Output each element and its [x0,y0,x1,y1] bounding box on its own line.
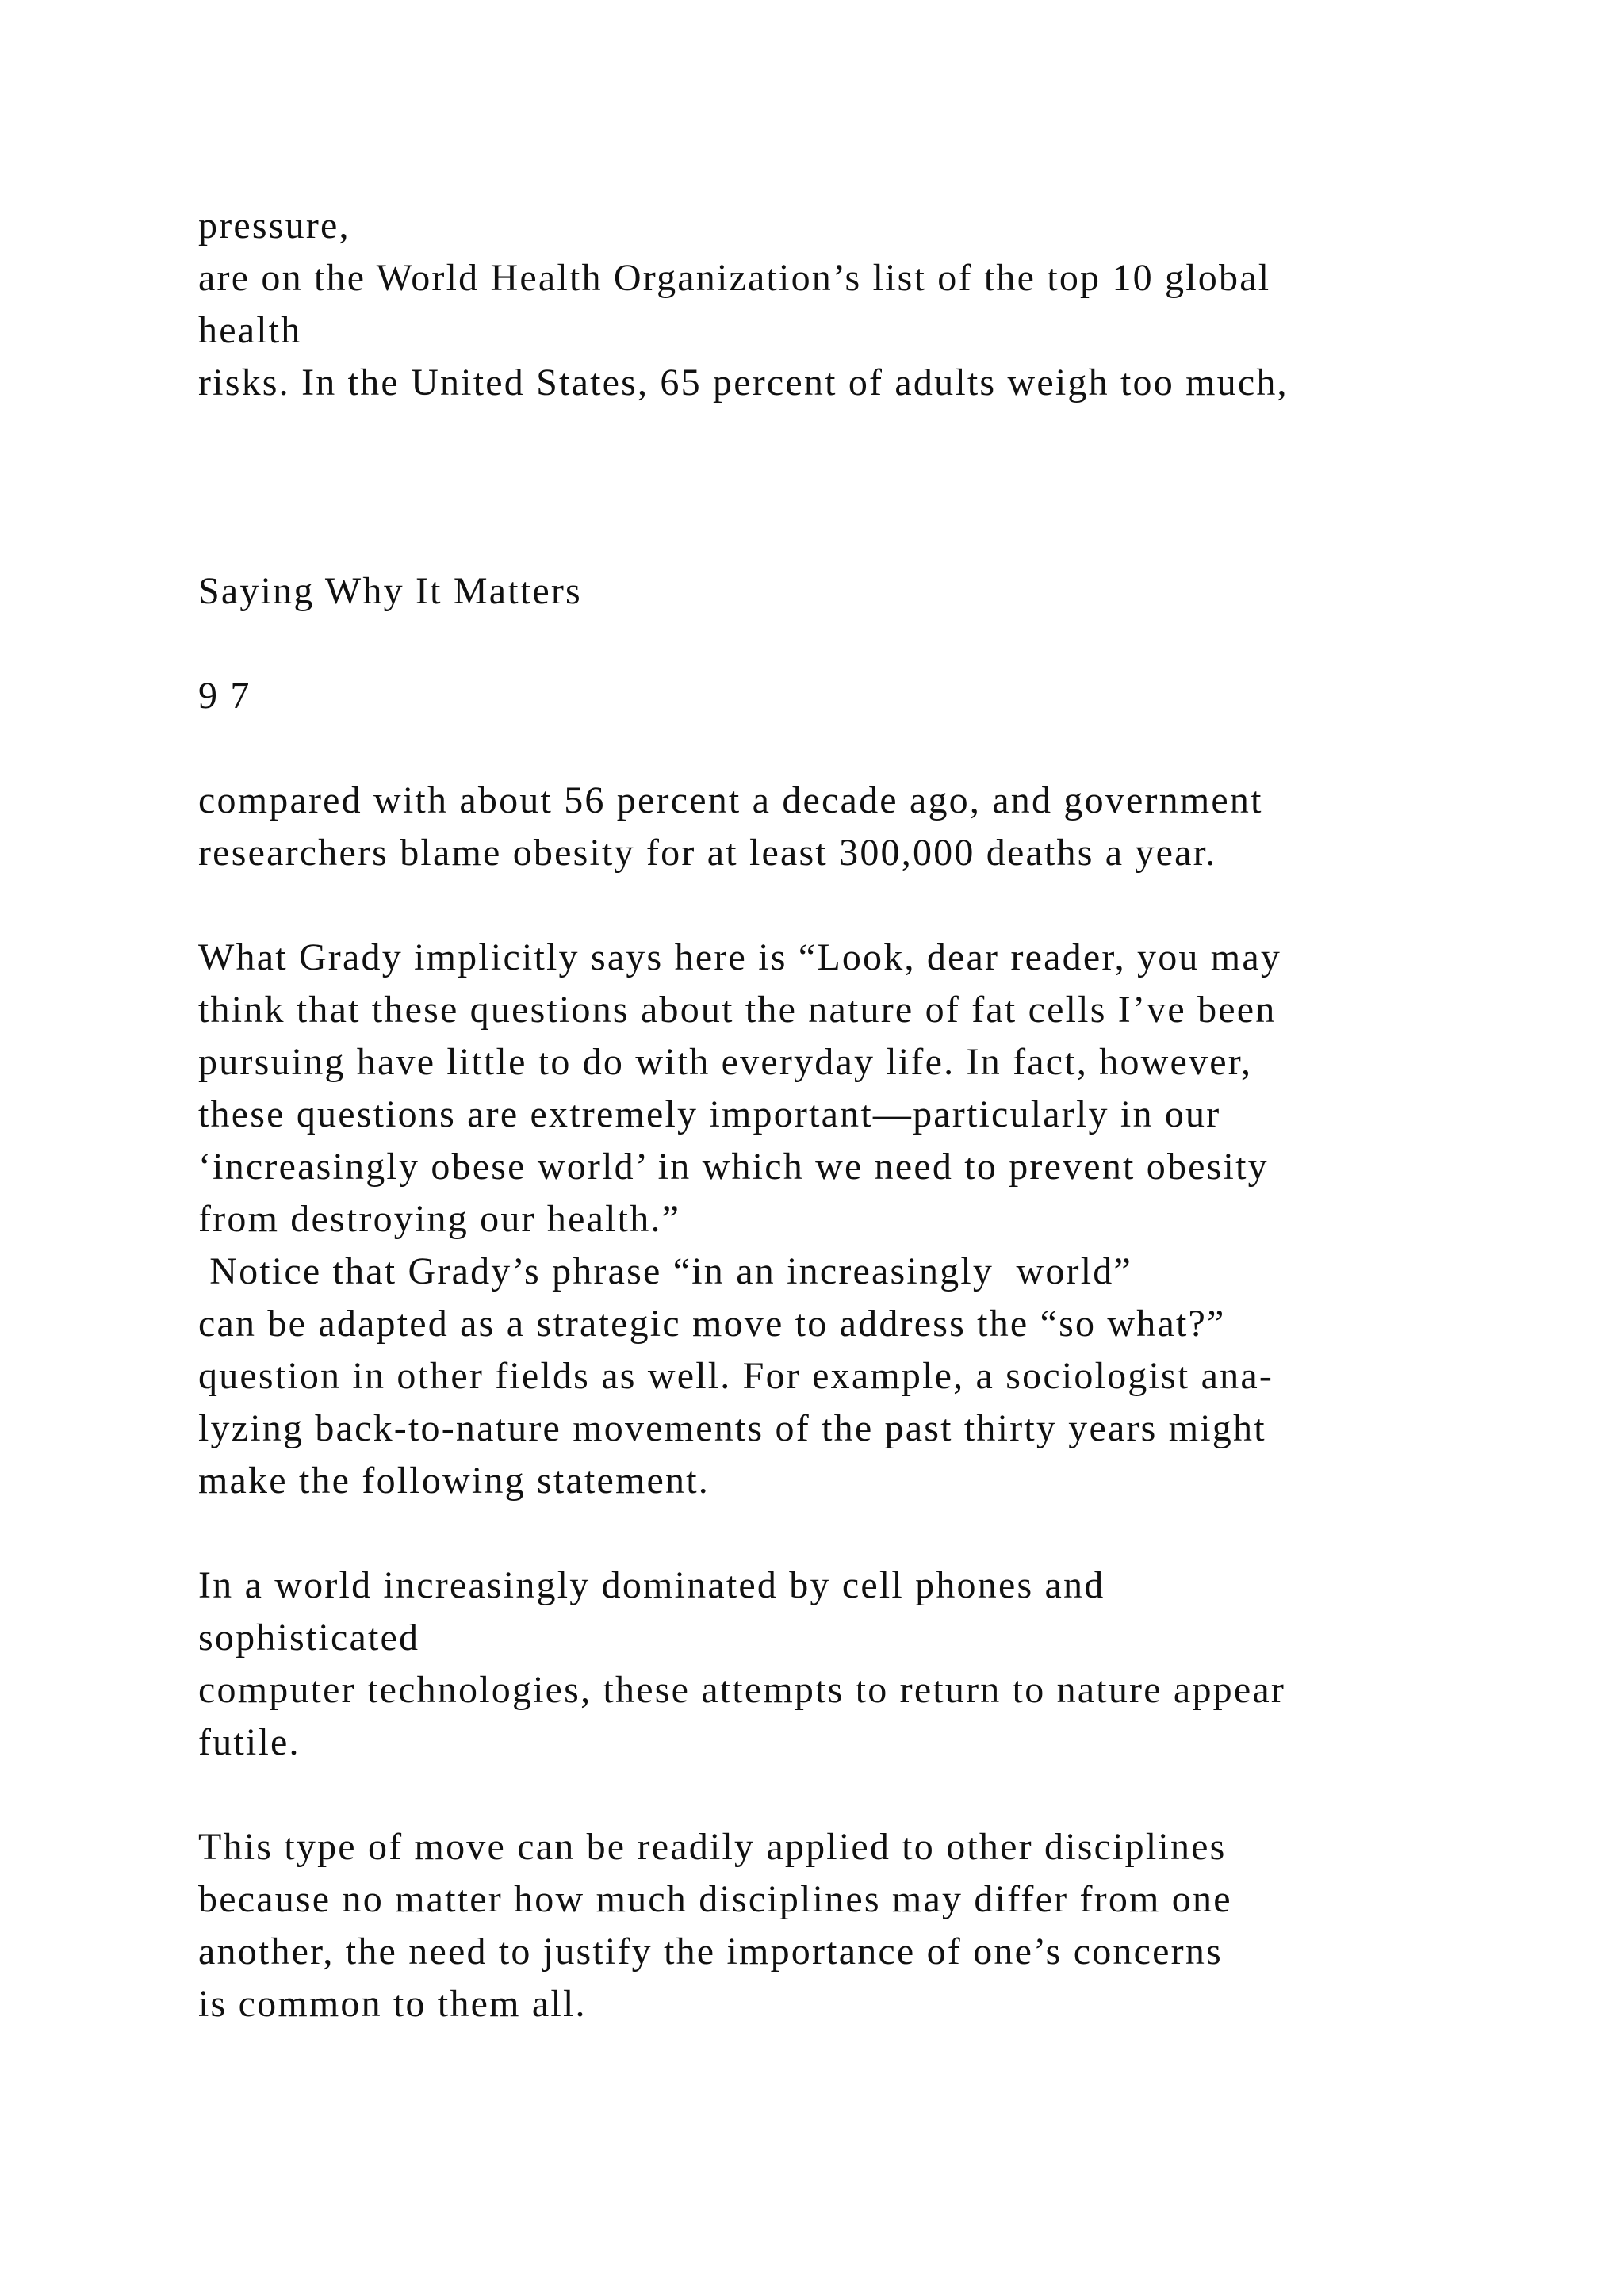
text-line: because no matter how much disciplines may differ from one [198,1878,1232,1920]
text-line: researchers blame obesity for at least 300,000 deaths a year. [198,832,1217,874]
text-line: risks. In the United States, 65 percent of adults weigh too much, [198,362,1289,404]
text-line: ‘increasingly obese world’ in which we need to prevent obesity [198,1146,1269,1188]
text-line: health [198,309,302,351]
text-line: Notice that Grady’s phrase “in an increasingly world” [198,1250,1132,1292]
text-line: What Grady implicitly says here is “Look, dear reader, you may [198,936,1282,978]
text-line: pressure, [198,205,350,247]
page-number: 9 7 [198,675,251,717]
text-line: question in other fields as well. For example, a sociologist ana- [198,1355,1274,1397]
text-line: This type of move can be readily applied to other disciplines [198,1826,1227,1868]
text-line: sophisticated [198,1617,420,1659]
text-line: can be adapted as a strategic move to address the “so what?” [198,1303,1226,1345]
text-line: another, the need to justify the importance of one’s concerns [198,1931,1223,1973]
text-line: is common to them all. [198,1983,587,2025]
text-line: think that these questions about the nature of fat cells I’ve been [198,989,1277,1031]
text-line: from destroying our health.” [198,1198,681,1240]
text-line: futile. [198,1721,301,1763]
text-line: these questions are extremely important—particularly in our [198,1093,1221,1135]
text-line: compared with about 56 percent a decade ago, and government [198,779,1263,821]
text-line: In a world increasingly dominated by cell phones and [198,1564,1105,1606]
text-line: computer technologies, these attempts to return to nature appear [198,1669,1286,1711]
section-heading: Saying Why It Matters [198,570,582,612]
text-line: are on the World Health Organization’s list of the top 10 global [198,257,1271,299]
text-line: make the following statement. [198,1460,710,1502]
text-line: lyzing back-to-nature movements of the past thirty years might [198,1407,1266,1449]
text-line: pursuing have little to do with everyday life. In fact, however, [198,1041,1253,1083]
